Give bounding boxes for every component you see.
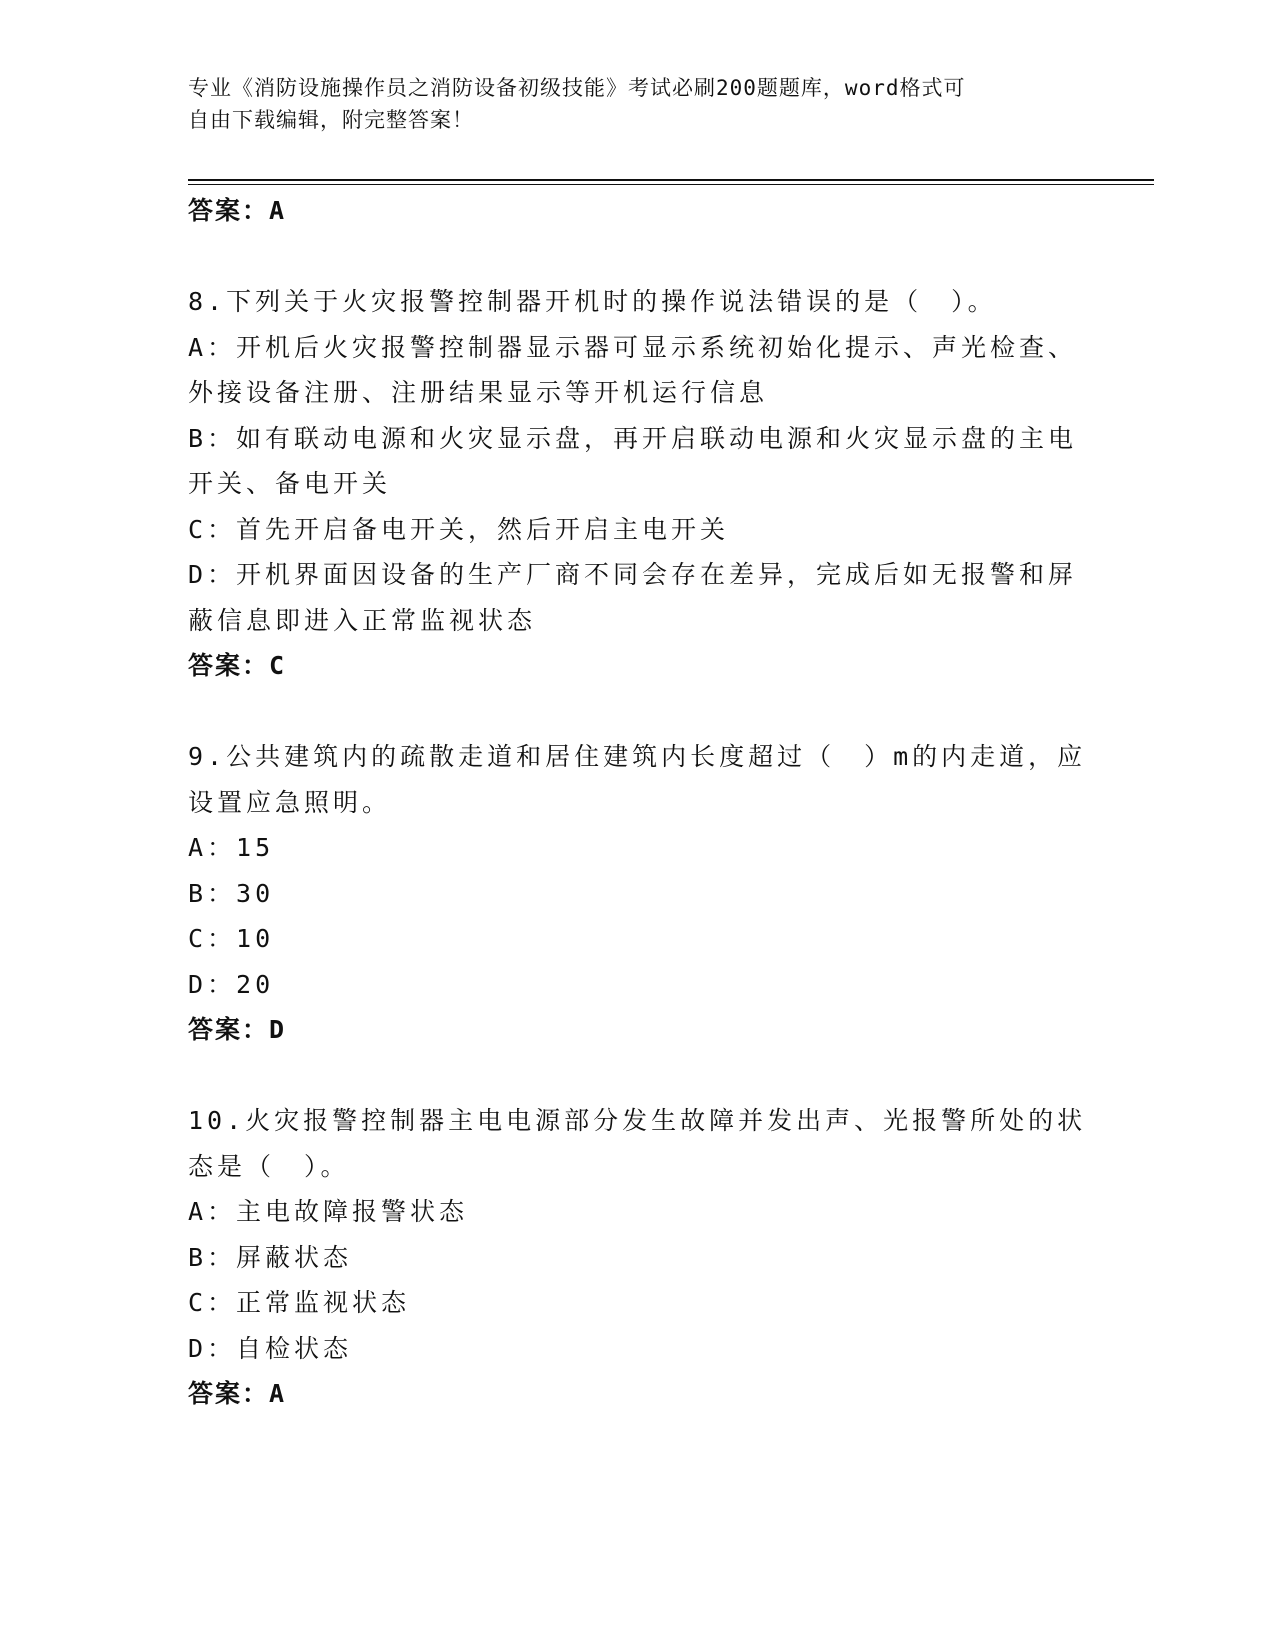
- option-d-continued: 蔽信息即进入正常监视状态: [188, 605, 537, 635]
- question-9: [188, 734, 1088, 1053]
- option-b: B：如有联动电源和火灾显示盘，再开启联动电源和火灾显示盘的主电: [188, 423, 1078, 453]
- answer: 答案：D: [188, 1015, 287, 1044]
- option-a: A：开机后火灾报警控制器显示器可显示系统初始化提示、声光检查、: [188, 332, 1078, 362]
- option-b: B：屏蔽状态: [188, 1242, 353, 1272]
- previous-answer: 答案：A: [188, 196, 287, 225]
- document-body: [188, 188, 1088, 1417]
- question-10: [188, 1098, 1088, 1417]
- header-rule-thick: [188, 179, 1154, 181]
- option-b-continued: 开关、备电开关: [188, 469, 392, 498]
- question-8: [188, 279, 1088, 689]
- question-text-continued: 设置应急照明。: [188, 787, 392, 817]
- option-d: D：自检状态: [188, 1333, 353, 1363]
- option-d: D：开机界面因设备的生产厂商不同会存在差异，完成后如无报警和屏: [188, 560, 1078, 589]
- option-b: B：30: [188, 878, 275, 908]
- option-a: A：15: [188, 833, 275, 862]
- spacer: [188, 689, 1088, 735]
- spacer: [188, 234, 1088, 280]
- option-d: D：20: [188, 969, 275, 999]
- answer: 答案：C: [188, 651, 287, 680]
- option-a: A：主电故障报警状态: [188, 1197, 469, 1226]
- option-a-continued: 外接设备注册、注册结果显示等开机运行信息: [188, 378, 769, 407]
- header-rule-thin: [188, 184, 1154, 185]
- option-c: C：10: [188, 924, 275, 953]
- header-line-2: 自由下载编辑，附完整答案！: [188, 108, 474, 132]
- option-c: C：正常监视状态: [188, 1288, 411, 1317]
- answer: 答案：A: [188, 1379, 287, 1408]
- question-text-continued: 态是（ ）。: [188, 1151, 350, 1181]
- option-c: C：首先开启备电开关，然后开启主电开关: [188, 514, 730, 544]
- document-header: [188, 72, 1088, 136]
- spacer: [188, 1053, 1088, 1099]
- header-line-1: 专业《消防设施操作员之消防设备初级技能》考试必刷200题题库，word格式可: [188, 76, 966, 100]
- question-text: 8.下列关于火灾报警控制器开机时的操作说法错误的是（ ）。: [188, 287, 997, 316]
- question-text: 10.火灾报警控制器主电电源部分发生故障并发出声、光报警所处的状: [188, 1106, 1087, 1135]
- question-text: 9.公共建筑内的疏散走道和居住建筑内长度超过（ ）m的内走道，应: [188, 742, 1087, 771]
